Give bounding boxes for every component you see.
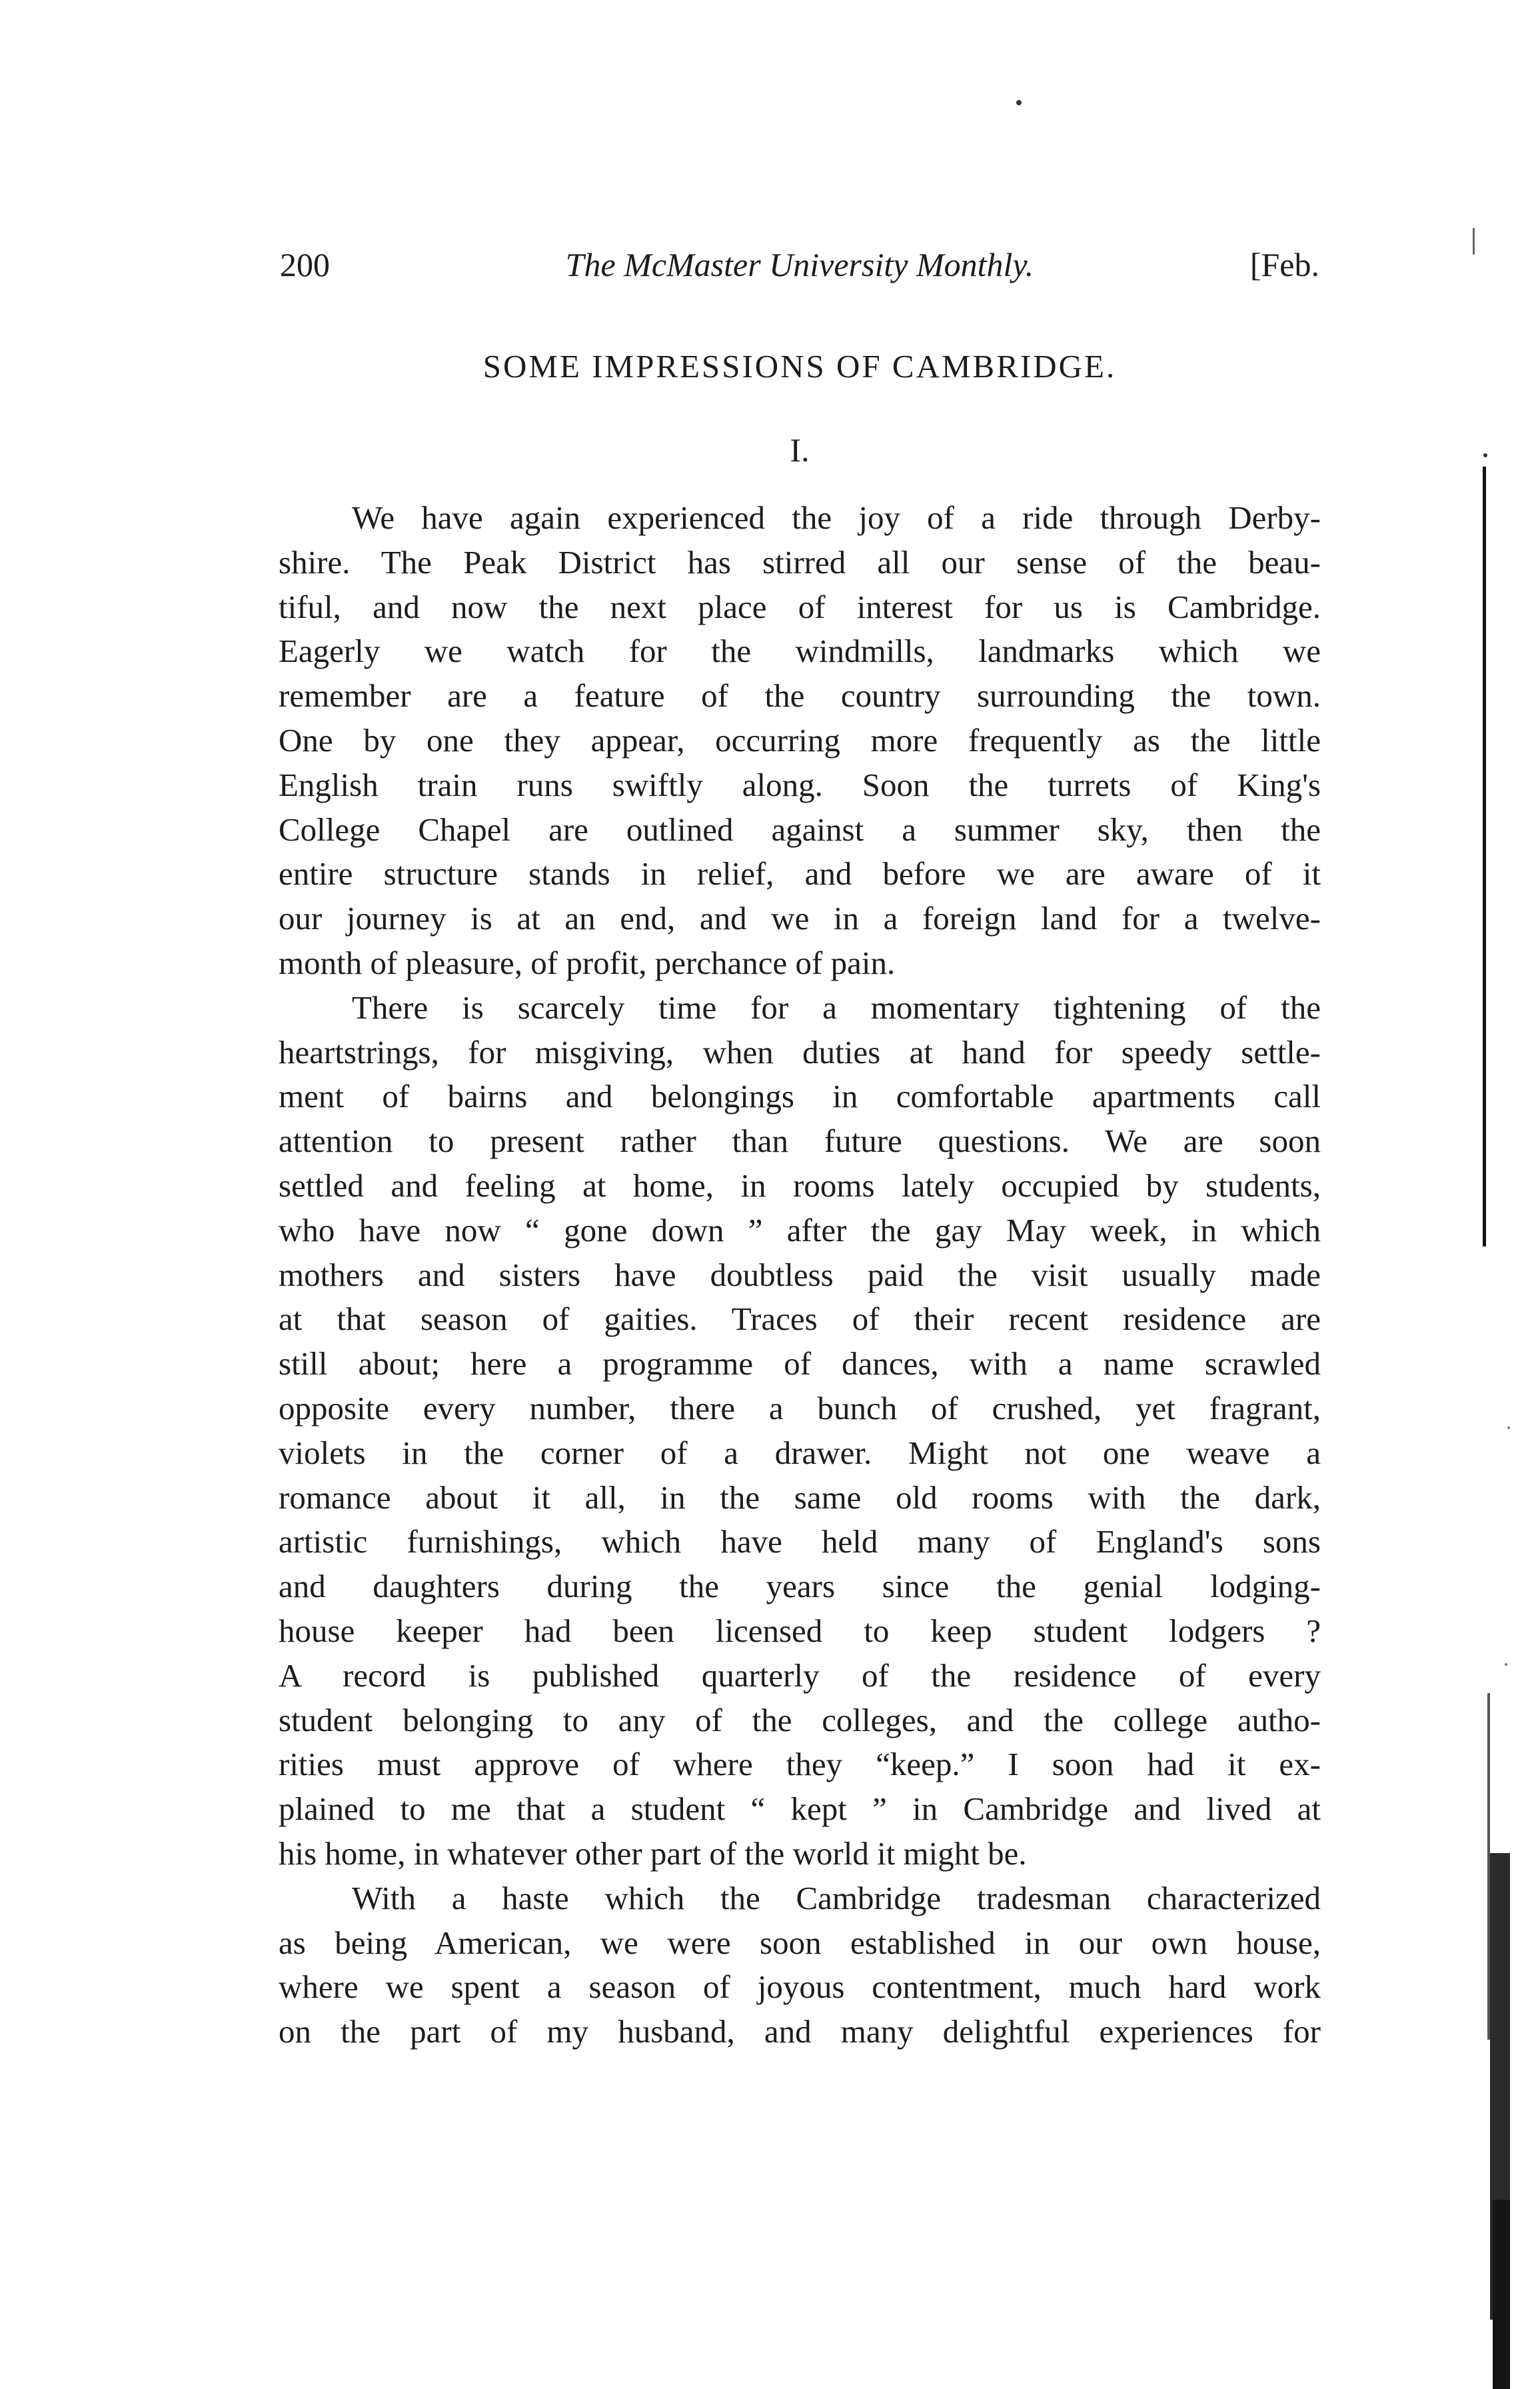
text-line: attention to present rather than future questions. We are soon [279, 1123, 1321, 1160]
text-line: at that season of gaities. Traces of their recent residence are [279, 1300, 1321, 1338]
text-line: violets in the corner of a drawer. Might not one weave a [279, 1434, 1321, 1471]
text-line: rities must approve of where they “keep.” I soon had it ex- [279, 1746, 1321, 1783]
article-body [279, 496, 1321, 2054]
scan-speck [1507, 1426, 1510, 1429]
article-title: SOME IMPRESSIONS OF CAMBRIDGE. [482, 348, 1117, 385]
issue-month: [Feb. [1249, 246, 1319, 283]
page-number: 200 [280, 246, 330, 283]
text-line: entire structure stands in relief, and before we are aware of it [279, 855, 1321, 893]
scan-edge-mark [1493, 2200, 1510, 2389]
text-line: Eagerly we watch for the windmills, landmarks which we [279, 633, 1321, 670]
text-line: student belonging to any of the colleges, and the college autho- [279, 1701, 1321, 1738]
text-line: There is scarcely time for a momentary tightening of the [352, 989, 1321, 1026]
text-line: and daughters during the years since the genial lodging- [279, 1568, 1321, 1605]
paragraph [279, 1876, 1321, 2054]
text-line: who have now “ gone down ” after the gay May week, in which [279, 1211, 1321, 1248]
text-line: A record is published quarterly of the residence of every [279, 1656, 1321, 1694]
scan-speck [1505, 1663, 1507, 1666]
text-line: heartstrings, for misgiving, when duties at hand for speedy settle- [279, 1033, 1321, 1071]
paragraph [279, 986, 1321, 1876]
scan-edge-mark [1473, 228, 1475, 255]
text-line: With a haste which the Cambridge tradesman characterized [352, 1879, 1321, 1916]
text-line: plained to me that a student “ kept ” in Cambridge and lived at [279, 1790, 1321, 1828]
scan-edge-mark [1483, 467, 1486, 1246]
section-number: I. [790, 431, 810, 469]
text-line: settled and feeling at home, in rooms lately occupied by students, [279, 1167, 1321, 1204]
text-line: tiful, and now the next place of interest for us is Cambridge. [279, 588, 1321, 625]
text-line: We have again experienced the joy of a ride through Derby- [352, 499, 1321, 536]
running-head [280, 241, 1319, 288]
text-line: College Chapel are outlined against a summer sky, then the [279, 811, 1321, 848]
journal-title: The McMaster University Monthly. [565, 246, 1034, 283]
text-line: One by one they appear, occurring more frequently as the little [279, 721, 1321, 759]
text-line: artistic furnishings, which have held many of England's sons [279, 1523, 1321, 1560]
text-line: our journey is at an end, and we in a foreign land for a twelve- [279, 900, 1321, 937]
text-line: opposite every number, there a bunch of crushed, yet fragrant, [279, 1389, 1321, 1426]
text-line: shire. The Peak District has stirred all our sense of the beau- [279, 543, 1321, 581]
scan-speck [1016, 100, 1022, 105]
text-line: remember are a feature of the country surrounding the town. [279, 677, 1321, 715]
text-line: month of pleasure, of profit, perchance of pain. [279, 944, 896, 981]
text-line: mothers and sisters have doubtless paid the visit usually made [279, 1256, 1321, 1293]
text-line: English train runs swiftly along. Soon the turrets of King's [279, 766, 1321, 803]
text-line: house keeper had been licensed to keep student lodgers ? [279, 1612, 1321, 1649]
text-line: as being American, we were soon established in our own house, [279, 1924, 1321, 1961]
text-line: still about; here a programme of dances, with a name scrawled [279, 1345, 1321, 1382]
text-line: his home, in whatever other part of the world it might be. [279, 1834, 1027, 1872]
text-line: where we spent a season of joyous contentment, much hard work [279, 1968, 1321, 2006]
text-line: on the part of my husband, and many delightful experiences for [279, 2013, 1321, 2050]
paragraph [279, 496, 1321, 986]
text-line: ment of bairns and belongings in comfortable apartments call [279, 1078, 1321, 1115]
scan-speck [1483, 453, 1487, 457]
text-line: romance about it all, in the same old rooms with the dark, [279, 1478, 1321, 1516]
